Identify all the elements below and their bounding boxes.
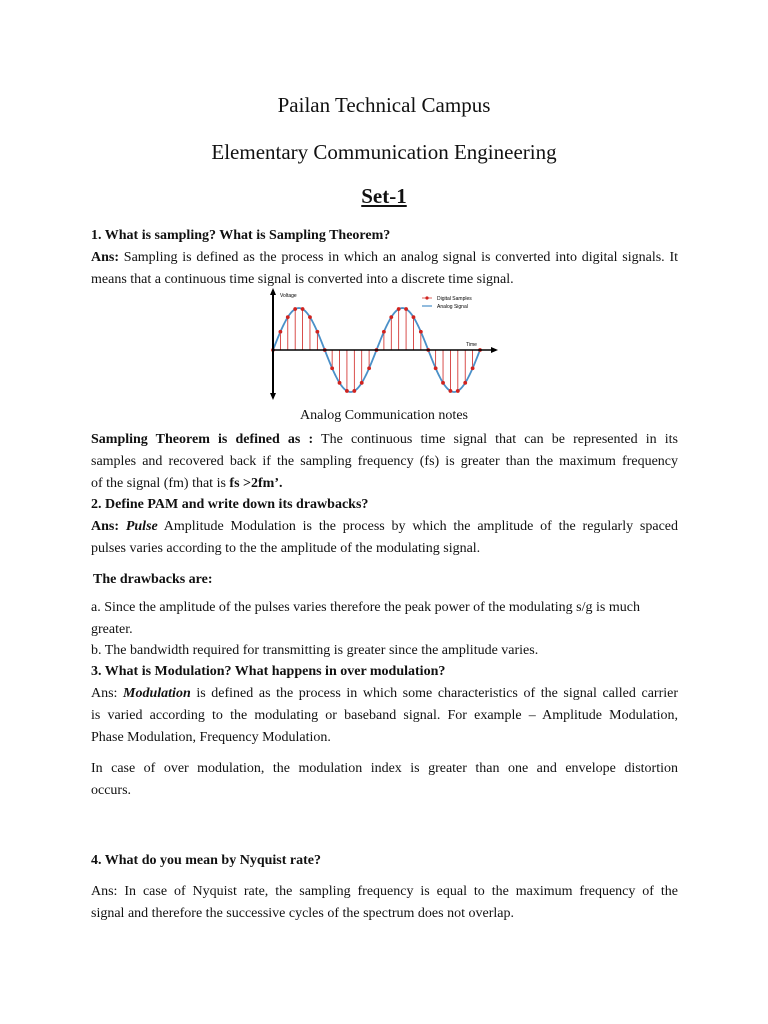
sample-point bbox=[308, 315, 312, 319]
over-modulation-line-2: occurs. bbox=[91, 783, 132, 798]
drawbacks-title: The drawbacks are: bbox=[93, 572, 213, 587]
q1-answer-line-1: Ans: Sampling is defined as the process in which an analog signal is converted into digital signals. It bbox=[91, 250, 679, 265]
theorem-line-2: samples and recovered back if the sampling frequency (fs) is greater than the maximum frequency bbox=[91, 454, 678, 469]
institute-title: Pailan Technical Campus bbox=[277, 93, 491, 117]
sample-point bbox=[367, 366, 371, 370]
sample-point bbox=[456, 389, 460, 393]
sampling-waveform-figure bbox=[262, 288, 506, 400]
subject-title: Elementary Communication Engineering bbox=[211, 140, 557, 164]
sample-point bbox=[441, 381, 445, 385]
q3-answer-line-3: Phase Modulation, Frequency Modulation. bbox=[91, 730, 331, 745]
ans-label: Ans: bbox=[91, 250, 120, 265]
q3-answer-line-2: is varied according to the modulating or baseband signal. For example – Amplitude Modulation, bbox=[91, 708, 678, 723]
q3-answer-line-1: Ans: Modulation is defined as the process in which some characteristics of the signal called carrier bbox=[91, 686, 678, 701]
q4-answer-line-2: signal and therefore the successive cycles of the spectrum does not overlap. bbox=[91, 906, 514, 921]
sample-point bbox=[301, 307, 305, 311]
q4-question: 4. What do you mean by Nyquist rate? bbox=[91, 853, 321, 868]
y-axis-arrow bbox=[270, 288, 276, 295]
drawback-b: b. The bandwidth required for transmitting is greater since the amplitude varies. bbox=[91, 643, 539, 658]
q1-question: 1. What is sampling? What is Sampling Theorem? bbox=[91, 228, 391, 243]
legend-analog-signal: Analog Signal bbox=[437, 304, 468, 310]
sample-point bbox=[286, 315, 290, 319]
sample-point bbox=[471, 366, 475, 370]
sample-point bbox=[330, 366, 334, 370]
sample-point bbox=[404, 307, 408, 311]
set-title: Set-1 bbox=[361, 184, 407, 208]
sample-point bbox=[352, 389, 356, 393]
sample-point bbox=[412, 315, 416, 319]
figure-caption: Analog Communication notes bbox=[300, 408, 468, 423]
x-axis-arrow bbox=[491, 347, 498, 353]
y-axis-label: Voltage bbox=[280, 293, 297, 299]
q4-answer-line-1: Ans: In case of Nyquist rate, the sampling frequency is equal to the maximum frequency of the bbox=[91, 884, 678, 899]
sample-point bbox=[360, 381, 364, 385]
drawback-a-line-1: a. Since the amplitude of the pulses varies therefore the peak power of the modulating s/g is much bbox=[91, 600, 640, 615]
sample-point bbox=[338, 381, 342, 385]
theorem-line-1: Sampling Theorem is defined as : The continuous time signal that can be represented in its bbox=[91, 432, 679, 447]
over-modulation-line-1: In case of over modulation, the modulation index is greater than one and envelope distortion bbox=[91, 761, 678, 776]
legend-digital-samples: Digital Samples bbox=[437, 296, 472, 302]
y-axis-arrow-bottom bbox=[270, 393, 276, 400]
sample-point bbox=[434, 366, 438, 370]
q2-answer-line-2: pulses varies according to the the amplitude of the modulating signal. bbox=[91, 541, 481, 556]
sample-point bbox=[315, 330, 319, 334]
sample-point bbox=[382, 330, 386, 334]
q3-question: 3. What is Modulation? What happens in over modulation? bbox=[91, 664, 446, 679]
x-axis-label: Time bbox=[466, 342, 477, 348]
q1-answer-line-2: means that a continuous time signal is converted into a discrete time signal. bbox=[91, 272, 514, 287]
sample-point bbox=[397, 307, 401, 311]
sample-point bbox=[293, 307, 297, 311]
q2-answer-line-1: Ans: Pulse Amplitude Modulation is the process by which the amplitude of the regularly spaced bbox=[91, 519, 678, 534]
sample-point bbox=[419, 330, 423, 334]
q2-question: 2. Define PAM and write down its drawbacks? bbox=[91, 497, 369, 512]
sample-point bbox=[463, 381, 467, 385]
drawback-a-line-2: greater. bbox=[91, 622, 133, 637]
theorem-line-3: of the signal (fm) that is fs >2fm’. bbox=[91, 476, 283, 491]
sample-point bbox=[389, 315, 393, 319]
sample-point bbox=[278, 330, 282, 334]
sample-point bbox=[449, 389, 453, 393]
sample-point bbox=[345, 389, 349, 393]
